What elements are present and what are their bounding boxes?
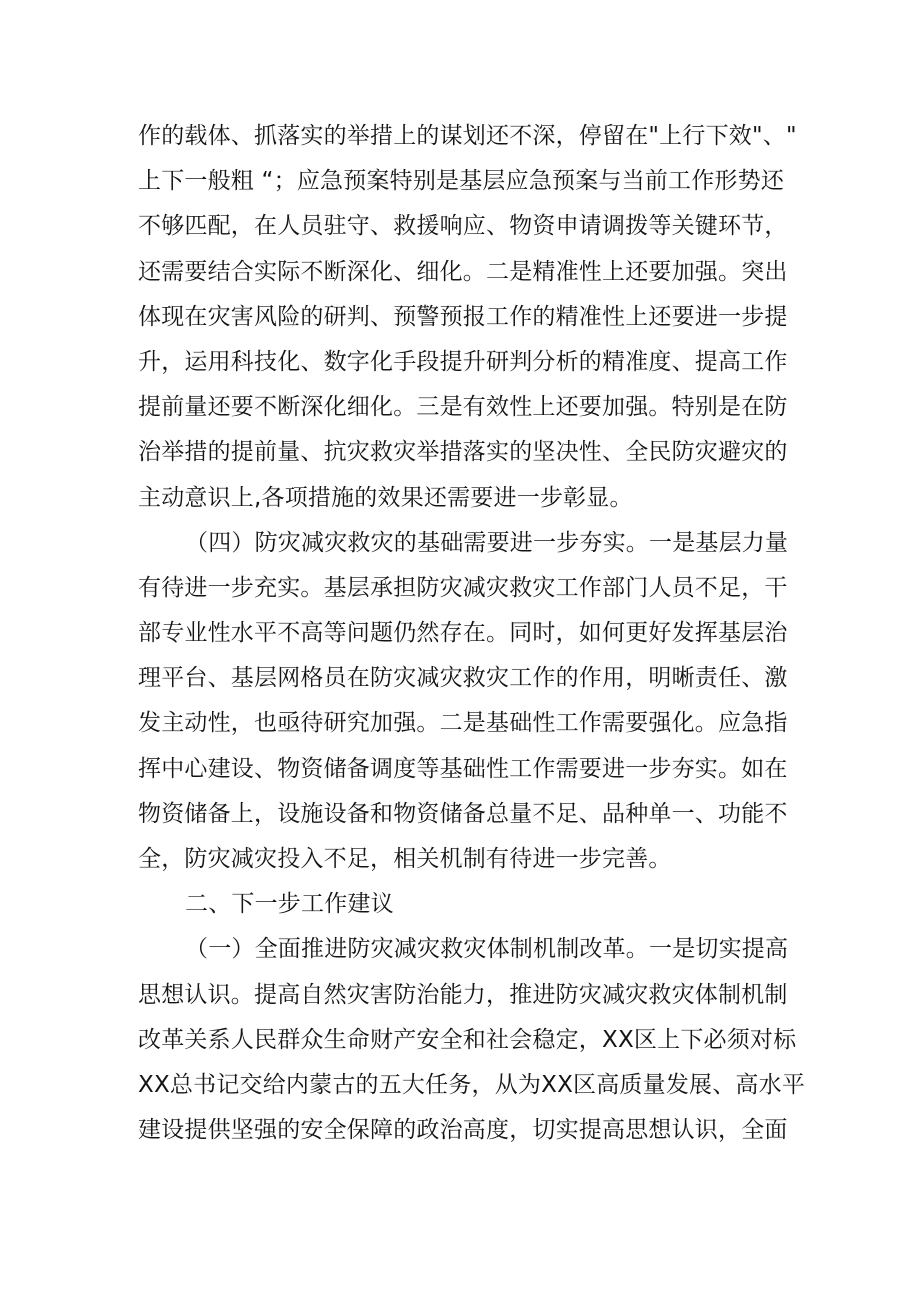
text-line: 有待进一步充实。基层承担防灾减灾救灾工作部门人员不足，干 [138, 574, 788, 601]
text-line: 作的载体、抓落实的举措上的谋划还不深，停留在"上行下效"、" [138, 123, 797, 149]
text-line: 体现在灾害风险的研判、预警预报工作的精准性上还要进一步提 [138, 303, 788, 330]
document-body [138, 114, 806, 1153]
text-line: 改革关系人民群众生命财产安全和社会稳定，XX区上下必须对标 [138, 1026, 797, 1053]
text-line: 建设提供坚强的安全保障的政治高度，切实提高思想认识，全面 [138, 1117, 788, 1144]
text-line: 上下一般粗 “；应急预案特别是基层应急预案与当前工作形势还 [138, 168, 785, 195]
text-line: 治举措的提前量、抗灾救灾举措落实的坚决性、全民防灾避灾的 [138, 439, 788, 466]
text-line: 物资储备上，设施设备和物资储备总量不足、品种单一、功能不 [138, 800, 788, 827]
text-line: 主动意识上,各项措施的效果还需要进一步彰显。 [138, 484, 633, 511]
text-line: 提前量还要不断深化细化。三是有效性上还要加强。特别是在防 [138, 394, 788, 421]
text-line: 发主动性，也亟待研究加强。二是基础性工作需要强化。应急指 [138, 710, 788, 737]
paragraph-start-line: （四）防灾减灾救灾的基础需要进一步夯实。一是基层力量 [185, 529, 789, 556]
text-line: XX总书记交给内蒙古的五大任务，从为XX区高质量发展、高水平 [138, 1071, 806, 1098]
text-line: 挥中心建设、物资储备调度等基础性工作需要进一步夯实。如在 [138, 755, 788, 782]
text-line: 还需要结合实际不断深化、细化。二是精准性上还要加强。突出 [138, 258, 788, 285]
text-line: 全，防灾减灾投入不足，相关机制有待进一步完善。 [138, 846, 672, 872]
text-line: 理平台、基层网格员在防灾减灾救灾工作的作用，明晰责任、激 [138, 665, 788, 692]
text-line: 思想认识。提高自然灾害防治能力，推进防灾减灾救灾体制机制 [138, 981, 788, 1008]
text-line: 升，运用科技化、数字化手段提升研判分析的精准度、提高工作 [138, 348, 788, 375]
paragraph-start-line: （一）全面推进防灾减灾救灾体制机制改革。一是切实提高 [185, 936, 789, 963]
text-line: 部专业性水平不高等问题仍然存在。同时，如何更好发挥基层治 [138, 620, 788, 647]
section-heading: 二、下一步工作建议 [185, 891, 394, 918]
text-line: 不够匹配，在人员驻守、救援响应、物资申请调拨等关键环节， [138, 213, 788, 240]
